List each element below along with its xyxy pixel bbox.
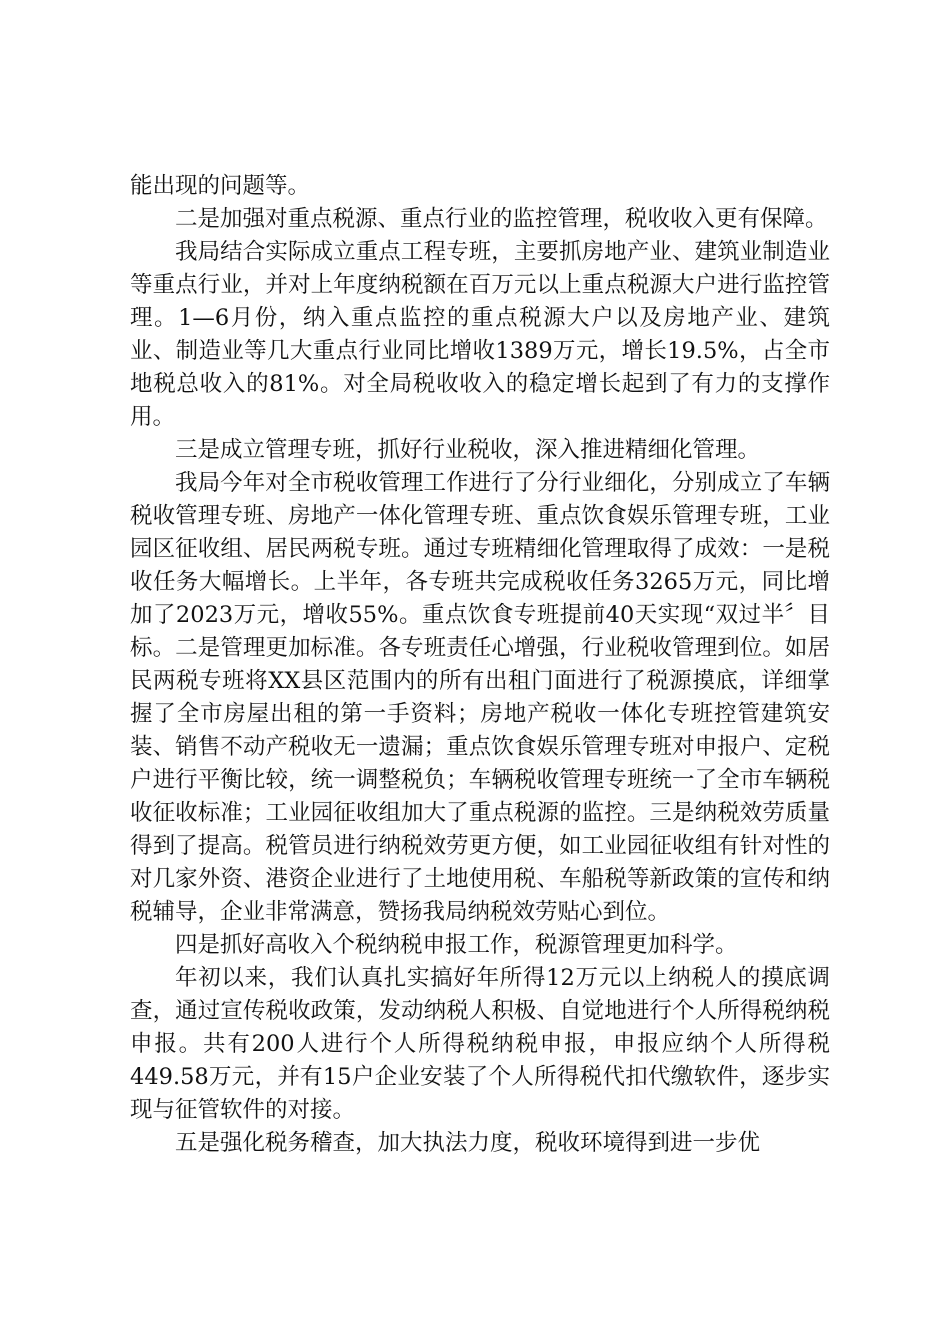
paragraph-continuation: 能出现的问题等。: [130, 173, 311, 199]
document-body: [130, 170, 830, 1160]
paragraph-key-project: 我局结合实际成立重点工程专班，主要抓房地产业、建筑业制造业等重点行业，并对上年度纳税额在百万元以上重点税源大户进行监控管理。1—6月份，纳入重点监控的重点税源大户以及房地产业、建筑业、制造业等几大重点行业同比增收1389万元，增长19.5%，占全市地税总收入的81%。对全局税收收入的稳定增长起到了有力的支撑作用。: [130, 239, 830, 430]
paragraph-income-tax: 年初以来，我们认真扎实搞好年所得12万元以上纳税人的摸底调查，通过宣传税收政策，发动纳税人积极、自觉地进行个人所得税纳税申报。共有200人进行个人所得税纳税申报，申报应纳个人所得税449.58万元，并有15户企业安装了个人所得税代扣代缴软件，逐步实现与征管软件的对接。: [130, 965, 830, 1123]
paragraph-special-teams: 我局今年对全市税收管理工作进行了分行业细化，分别成立了车辆税收管理专班、房地产一体化管理专班、重点饮食娱乐管理专班，工业园区征收组、居民两税专班。通过专班精细化管理取得了成效：一是税收任务大幅增长。上半年，各专班共完成税收任务3265万元，同比增加了2023万元，增收55%。重点饮食专班提前40天实现“双过半〞目标。二是管理更加标准。各专班责任心增强，行业税收管理到位。如居民两税专班将XX县区范围内的所有出租门面进行了税源摸底，详细掌握了全市房屋出租的第一手资料；房地产税收一体化专班控管建筑安装、销售不动产税收无一遗漏；重点饮食娱乐管理专班对申报户、定税户进行平衡比较，统一调整税负；车辆税收管理专班统一了全市车辆税收征收标准；工业园征收组加大了重点税源的监控。三是纳税效劳质量得到了提高。税管员进行纳税效劳更方便，如工业园征收组有针对性的对几家外资、港资企业进行了土地使用税、车船税等新政策的宣传和纳税辅导，企业非常满意，赞扬我局纳税效劳贴心到位。: [130, 470, 830, 925]
paragraph-heading-2: 二是加强对重点税源、重点行业的监控管理，税收收入更有保障。: [175, 206, 828, 232]
paragraph-heading-3: 三是成立管理专班，抓好行业税收，深入推进精细化管理。: [175, 437, 761, 463]
paragraph-heading-4: 四是抓好高收入个税纳税申报工作，税源管理更加科学。: [175, 932, 738, 958]
paragraph-heading-5: 五是强化税务稽查，加大执法力度，税收环境得到进一步优: [175, 1130, 761, 1156]
